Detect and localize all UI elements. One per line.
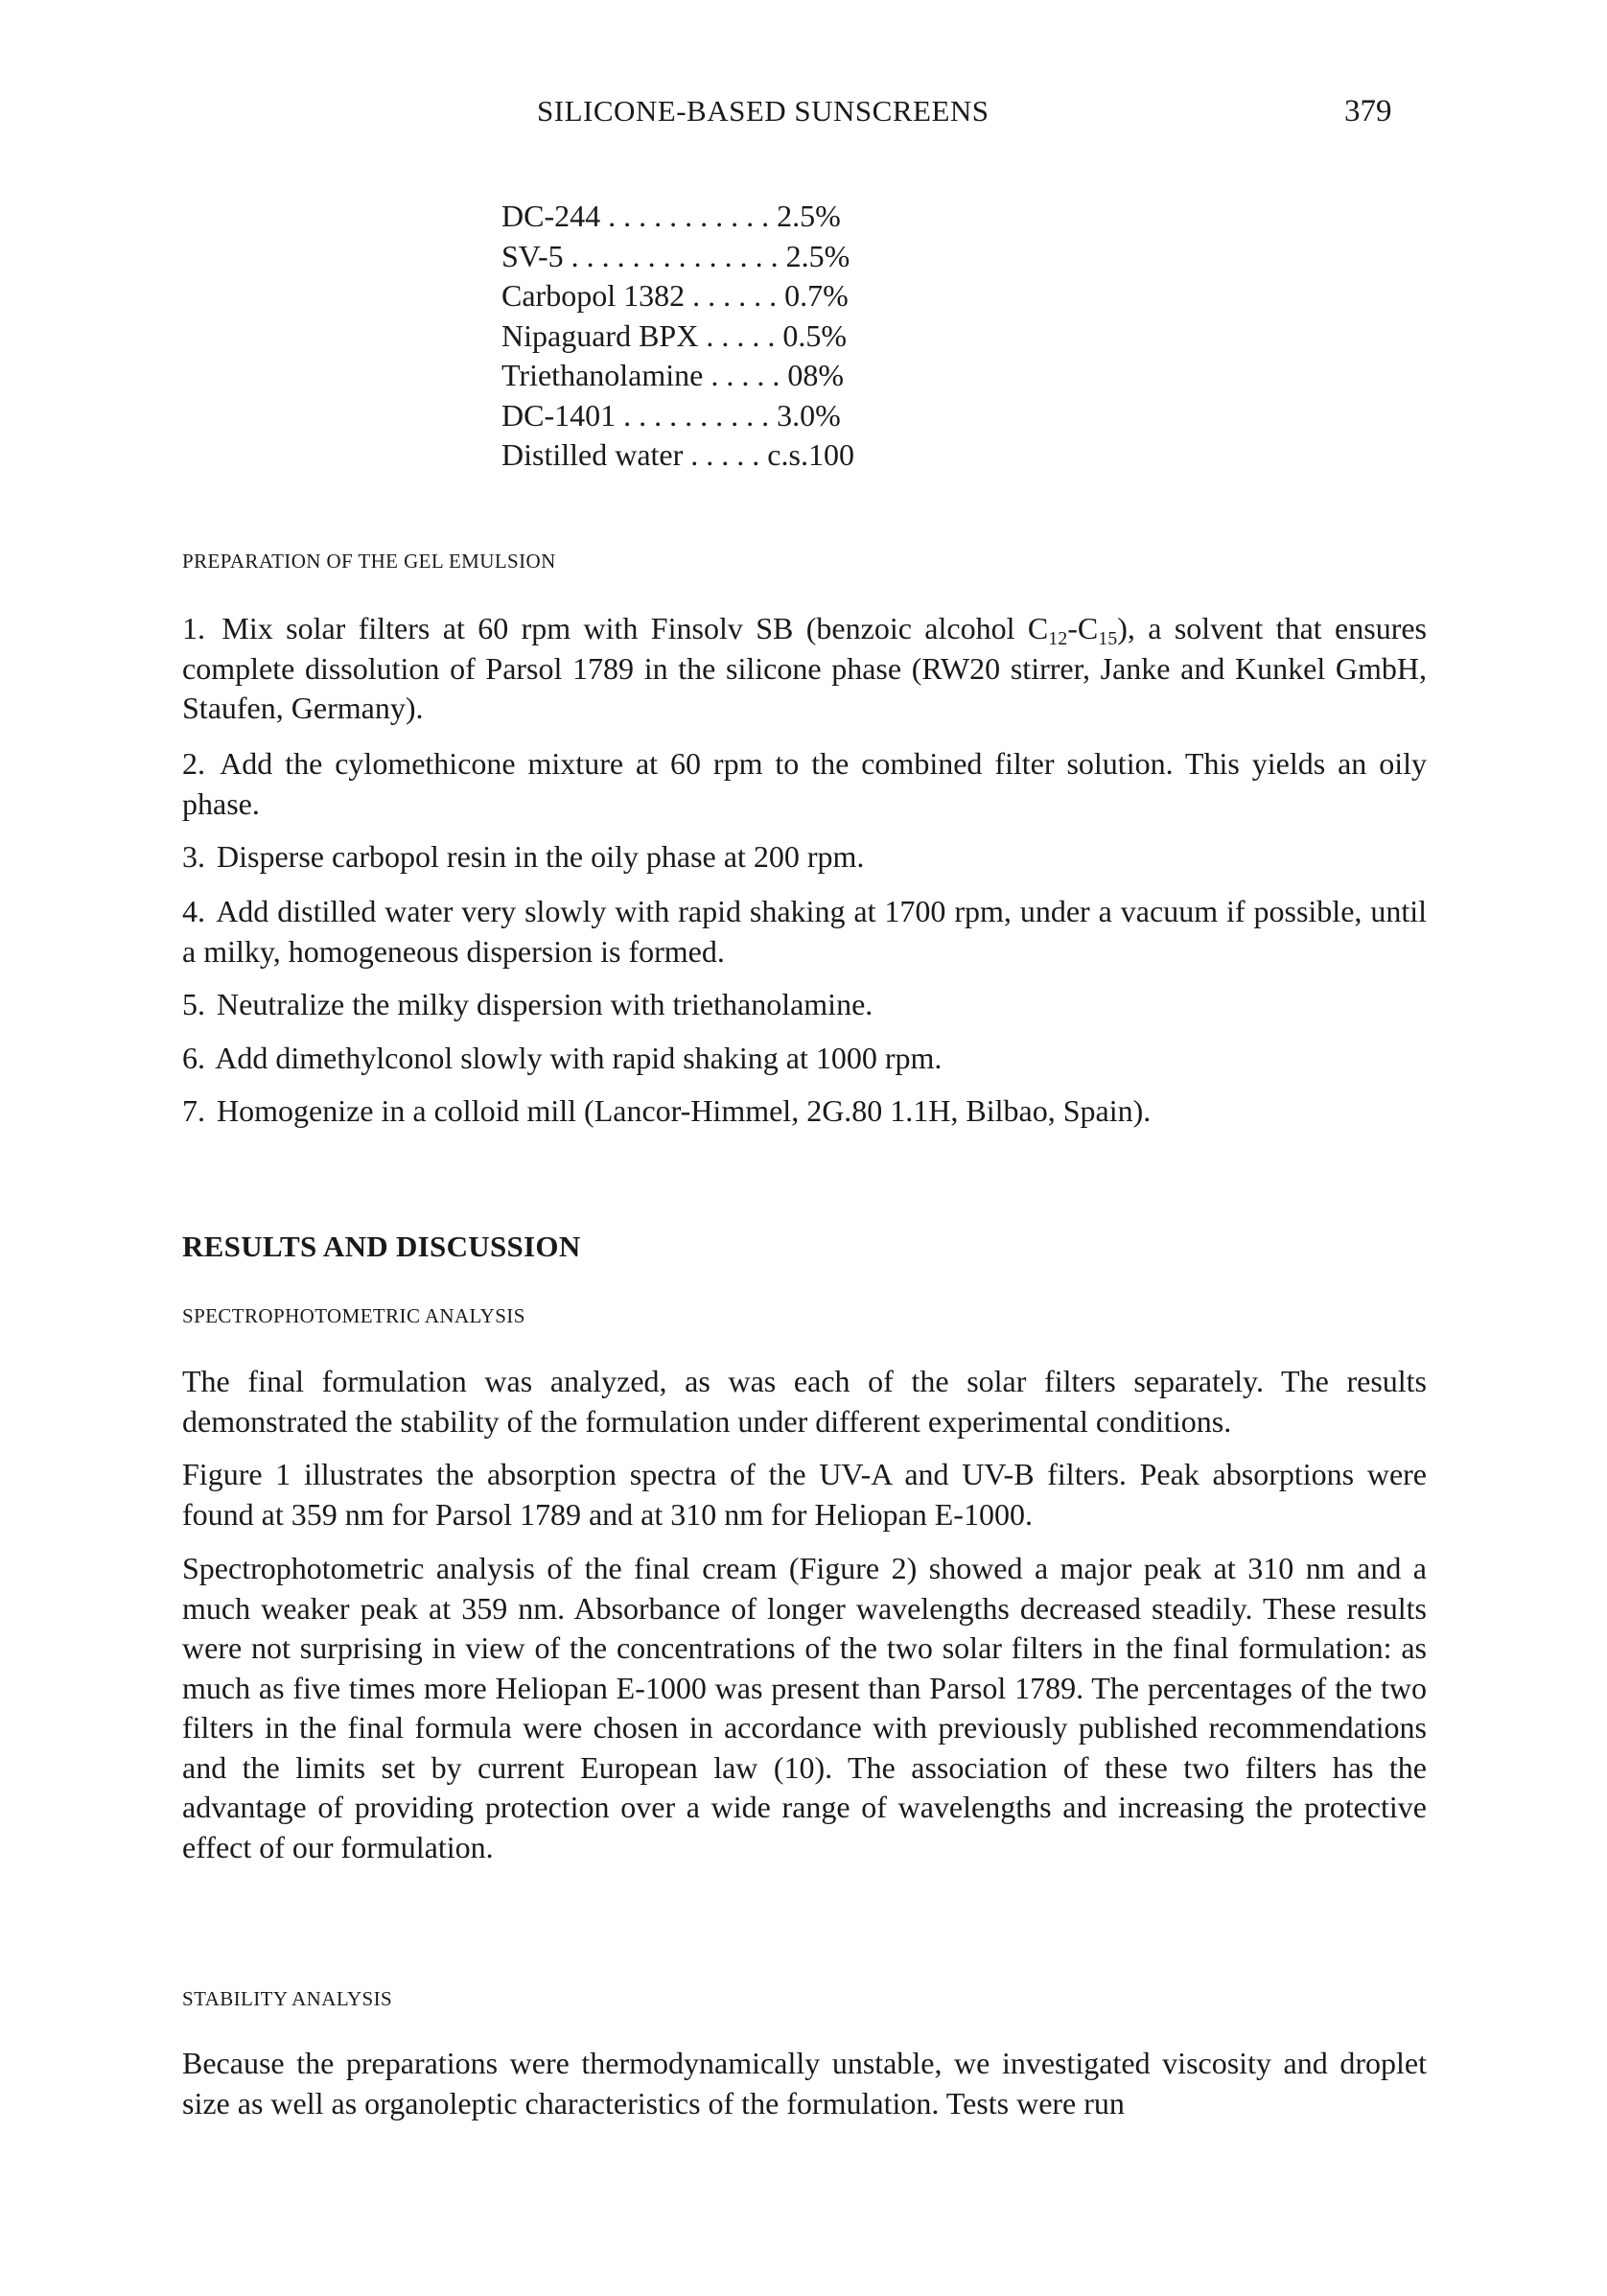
spectro-paragraph: The final formulation was analyzed, as was each of the solar filters separately. The results demonstrated the stability of the formulation under different experimental conditions.	[182, 1364, 1427, 1439]
preparation-heading: PREPARATION OF THE GEL EMULSION	[182, 550, 556, 573]
stability-paragraph: Because the preparations were thermodynamically unstable, we investigated viscosity and droplet size as well as organoleptic characteristics of the formulation. Tests were run	[182, 2046, 1427, 2120]
spectro-paragraph: Figure 1 illustrates the absorption spectra of the UV-A and UV-B filters. Peak absorptions were found at 359 nm for Parsol 1789 and at 310 nm for Heliopan E-1000.	[182, 1457, 1427, 1532]
preparation-step	[182, 892, 1427, 972]
ingredient-item: Triethanolamine . . . . . 08%	[501, 358, 844, 392]
step-number: 6.	[182, 1041, 205, 1075]
step-text: Add dimethylconol slowly with rapid shaking at 1000 rpm.	[215, 1041, 943, 1075]
step-text: -C	[1067, 611, 1099, 645]
step-number: 5.	[182, 987, 205, 1021]
preparation-step	[182, 1039, 1427, 1079]
step-number: 7.	[182, 1093, 205, 1128]
page-number: 379	[1344, 94, 1392, 129]
ingredient-item: SV-5 . . . . . . . . . . . . . . 2.5%	[501, 238, 850, 273]
ingredient-item: Distilled water . . . . . c.s.100	[501, 437, 854, 472]
step-number: 2.	[182, 746, 205, 781]
step-text: Mix solar filters at 60 rpm with Finsolv SB (benzoic alcohol C	[221, 611, 1049, 645]
preparation-step	[182, 985, 1427, 1025]
ingredient-item: Nipaguard BPX . . . . . 0.5%	[501, 317, 847, 353]
subscript: 12	[1048, 628, 1068, 649]
running-title: SILICONE-BASED SUNSCREENS	[537, 94, 990, 128]
step-text: Add the cylomethicone mixture at 60 rpm to the combined filter solution. This yields an oily phase.	[182, 746, 1428, 821]
step-text: Neutralize the milky dispersion with triethanolamine.	[217, 987, 873, 1021]
preparation-step	[182, 1091, 1427, 1132]
subscript: 15	[1098, 628, 1118, 649]
spectro-heading: SPECTROPHOTOMETRIC ANALYSIS	[182, 1304, 525, 1327]
step-text: ), a solvent that ensures complete dissolution of Parsol 1789 in the silicone phase (RW20 stirrer, Janke and Kunkel GmbH, Staufen, Germany).	[182, 611, 1428, 725]
spectro-paragraph: Spectrophotometric analysis of the final cream (Figure 2) showed a major peak at 310 nm and a much weaker peak at 359 nm. Absorbance of longer wavelengths decreased steadily. These results were not surprising in view of the concentrations of the two solar filters in the final formulation: as much as five times more Heliopan E-1000 was present than Parsol 1789. The percentages of the two filters in the final formula were chosen in accordance with previously published recommendations and the limits set by current European law (10). The association of these two filters has the advantage of providing protection over a wide range of wavelengths and increasing the protective effect of our formulation.	[182, 1551, 1427, 1864]
ingredient-item: Carbopol 1382 . . . . . . 0.7%	[501, 278, 849, 313]
results-heading: RESULTS AND DISCUSSION	[182, 1230, 581, 1263]
ingredient-item: DC-1401 . . . . . . . . . . 3.0%	[501, 397, 841, 433]
ingredient-list	[501, 197, 854, 476]
preparation-step	[182, 609, 1427, 729]
step-text: Add distilled water very slowly with rapid shaking at 1700 rpm, under a vacuum if possible, until a milky, homogeneous dispersion is formed.	[182, 894, 1428, 969]
preparation-step	[182, 744, 1427, 824]
step-number: 4.	[182, 894, 205, 928]
stability-heading: STABILITY ANALYSIS	[182, 1987, 393, 2010]
ingredient-item: DC-244 . . . . . . . . . . . 2.5%	[501, 199, 841, 233]
step-text: Homogenize in a colloid mill (Lancor-Himmel, 2G.80 1.1H, Bilbao, Spain).	[217, 1093, 1152, 1128]
step-number: 1.	[182, 611, 205, 645]
preparation-step	[182, 837, 1427, 878]
step-number: 3.	[182, 839, 205, 874]
step-text: Disperse carbopol resin in the oily phase at 200 rpm.	[217, 839, 865, 874]
